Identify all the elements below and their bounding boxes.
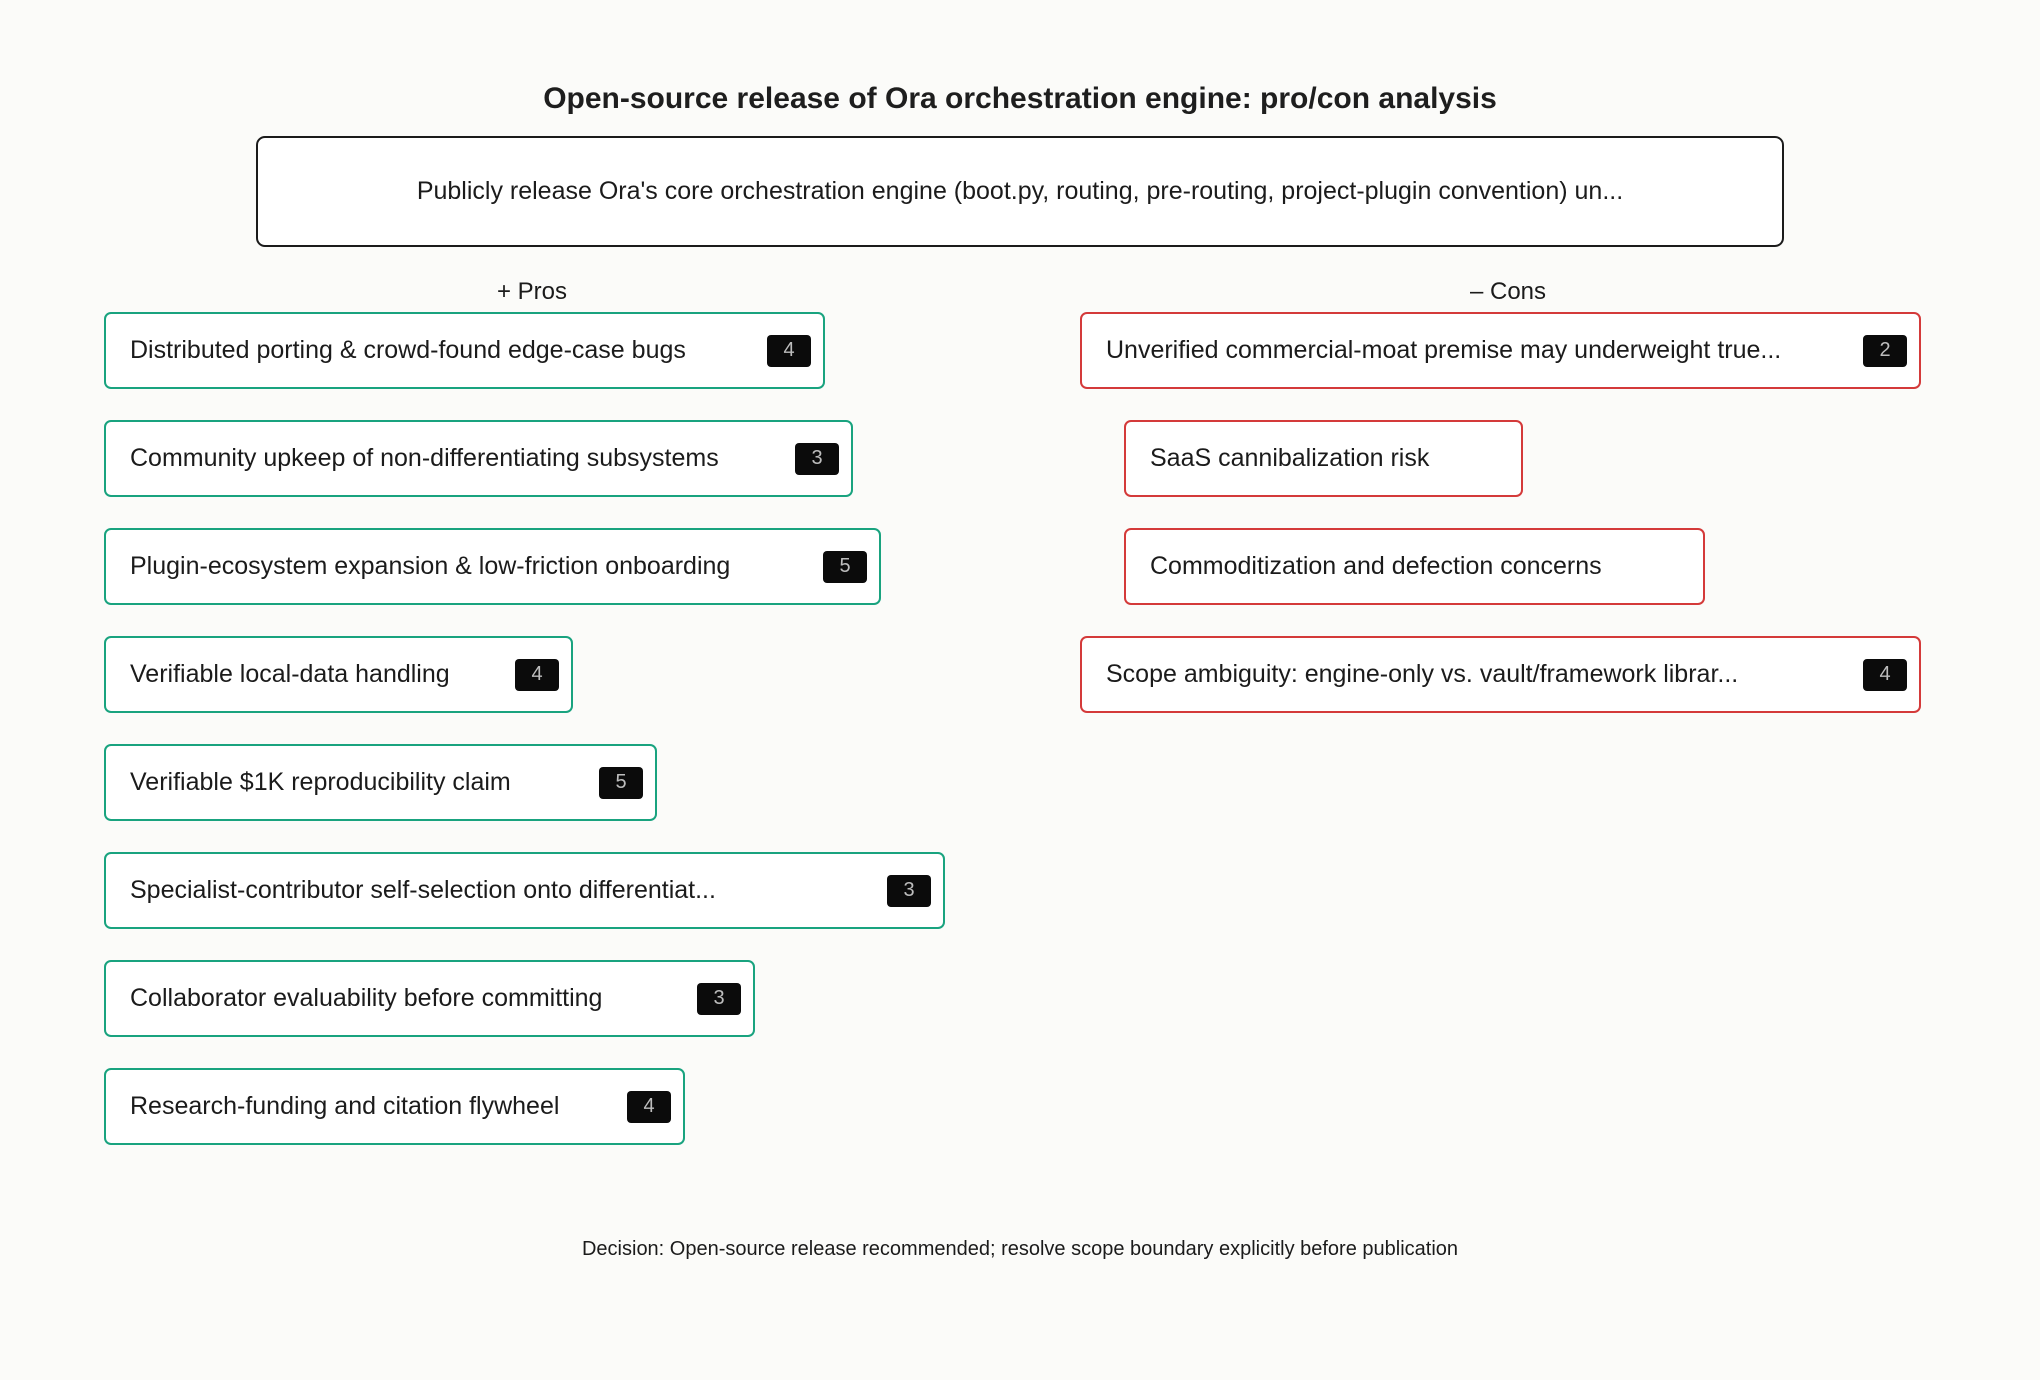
- con-label: Unverified commercial-moat premise may underweight true...: [1106, 336, 1782, 364]
- weight-badge: 4: [767, 335, 811, 367]
- diagram-title: Open-source release of Ora orchestration engine: pro/con analysis: [543, 82, 1497, 115]
- proposal-text: Publicly release Ora's core orchestration engine (boot.py, routing, pre-routing, project-plugin convention) un...: [416, 177, 1624, 205]
- weight-badge: 2: [1863, 335, 1907, 367]
- cons-header: – Cons: [1469, 278, 1547, 305]
- pro-label: Research-funding and citation flywheel: [130, 1092, 560, 1120]
- weight-badge: 3: [697, 983, 741, 1015]
- weight-badge: 4: [515, 659, 559, 691]
- con-card: [1080, 636, 1921, 713]
- decision-text: Decision: Open-source release recommended; resolve scope boundary explicitly before publication: [581, 1238, 1459, 1260]
- pro-card: [104, 636, 573, 713]
- pro-label: Verifiable local-data handling: [130, 660, 450, 688]
- weight-badge: 5: [599, 767, 643, 799]
- con-label: Scope ambiguity: engine-only vs. vault/framework librar...: [1106, 660, 1739, 688]
- weight-badge: 4: [1863, 659, 1907, 691]
- con-card: [1124, 528, 1705, 605]
- pro-card: [104, 852, 945, 929]
- weight-badge: 3: [887, 875, 931, 907]
- weight-badge: 4: [627, 1091, 671, 1123]
- pro-label: Verifiable $1K reproducibility claim: [130, 768, 511, 796]
- con-label: Commoditization and defection concerns: [1150, 552, 1602, 580]
- pro-card: [104, 1068, 685, 1145]
- weight-badge: 5: [823, 551, 867, 583]
- pro-card: [104, 960, 755, 1037]
- pro-label: Collaborator evaluability before committing: [130, 984, 603, 1012]
- con-card: [1080, 312, 1921, 389]
- pro-card: [104, 528, 881, 605]
- proposal-box: [256, 136, 1784, 247]
- pro-label: Plugin-ecosystem expansion & low-friction onboarding: [130, 552, 731, 580]
- weight-badge: 3: [795, 443, 839, 475]
- pro-card: [104, 312, 825, 389]
- pro-label: Community upkeep of non-differentiating subsystems: [130, 444, 719, 472]
- pro-card: [104, 744, 657, 821]
- pro-card: [104, 420, 853, 497]
- pro-label: Distributed porting & crowd-found edge-case bugs: [130, 336, 686, 364]
- pro-label: Specialist-contributor self-selection onto differentiat...: [130, 876, 716, 904]
- con-card: [1124, 420, 1523, 497]
- con-label: SaaS cannibalization risk: [1150, 444, 1430, 472]
- pros-header: + Pros: [496, 278, 568, 305]
